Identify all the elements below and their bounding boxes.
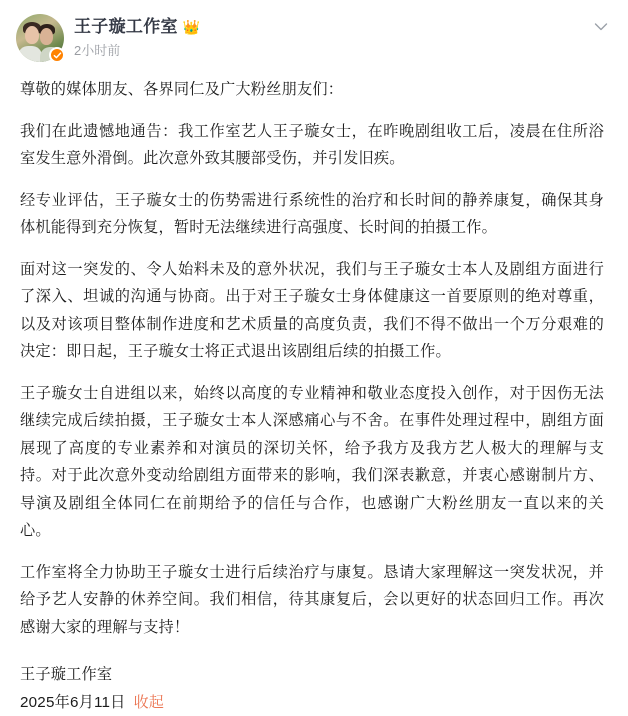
post-signature xyxy=(20,661,604,716)
chevron-down-icon[interactable] xyxy=(592,18,610,36)
post-paragraph: 尊敬的媒体朋友、各界同仁及广大粉丝朋友们： xyxy=(20,76,604,104)
post-paragraph: 王子璇女士自进组以来，始终以高度的专业精神和敬业态度投入创作，对于因伤无法继续完成后续拍摄，王子璇女士本人深感痛心与不舍。在事件处理过程中，剧组方面展现了高度的专业素养和对演员的深切关怀，给予我方及我方艺人极大的理解与支持。对于此次意外变动给剧组方面带来的影响，我们深表歉意，并衷心感谢制片方、导演及剧组全体同仁在前期给予的信任与合作，也感谢广大粉丝朋友一直以来的关心。 xyxy=(20,380,604,545)
post-paragraph: 经专业评估，王子璇女士的伤势需进行系统性的治疗和长时间的静养康复，确保其身体机能得到充分恢复，暂时无法继续进行高强度、长时间的拍摄工作。 xyxy=(20,187,604,242)
avatar-shape xyxy=(18,46,42,62)
avatar[interactable] xyxy=(16,14,64,62)
avatar-shape xyxy=(40,28,53,45)
post-paragraph: 我们在此遗憾地通告：我工作室艺人王子璇女士，在昨晚剧组收工后，凌晨在住所浴室发生意外滑倒。此次意外致其腰部受伤，并引发旧疾。 xyxy=(20,118,604,173)
post-paragraph: 面对这一突发的、令人始料未及的意外状况，我们与王子璇女士本人及剧组方面进行了深入、坦诚的沟通与协商。出于对王子璇女士身体健康这一首要原则的绝对尊重，以及对该项目整体制作进度和艺术质量的高度负责，我们不得不做出一个万分艰难的决定：即日起，王子璇女士将正式退出该剧组后续的拍摄工作。 xyxy=(20,256,604,366)
author-name-row xyxy=(74,16,200,38)
signature-date-row xyxy=(20,689,604,716)
crown-icon: 👑 xyxy=(183,20,200,34)
post-content xyxy=(14,76,610,716)
author-name[interactable]: 王子璇工作室 xyxy=(74,16,178,38)
collapse-link[interactable]: 收起 xyxy=(134,689,164,716)
author-block xyxy=(74,14,200,59)
verified-badge-icon xyxy=(49,47,65,63)
post-timestamp: 2小时前 xyxy=(74,42,200,59)
signature-date: 2025年6月11日 xyxy=(20,689,126,716)
post-paragraph: 工作室将全力协助王子璇女士进行后续治疗与康复。恳请大家理解这一突发状况，并给予艺人安静的休养空间。我们相信，待其康复后，会以更好的状态回归工作。再次感谢大家的理解与支持！ xyxy=(20,559,604,642)
signature-name: 王子璇工作室 xyxy=(20,661,604,689)
post-header xyxy=(14,14,610,62)
avatar-shape xyxy=(25,26,39,44)
